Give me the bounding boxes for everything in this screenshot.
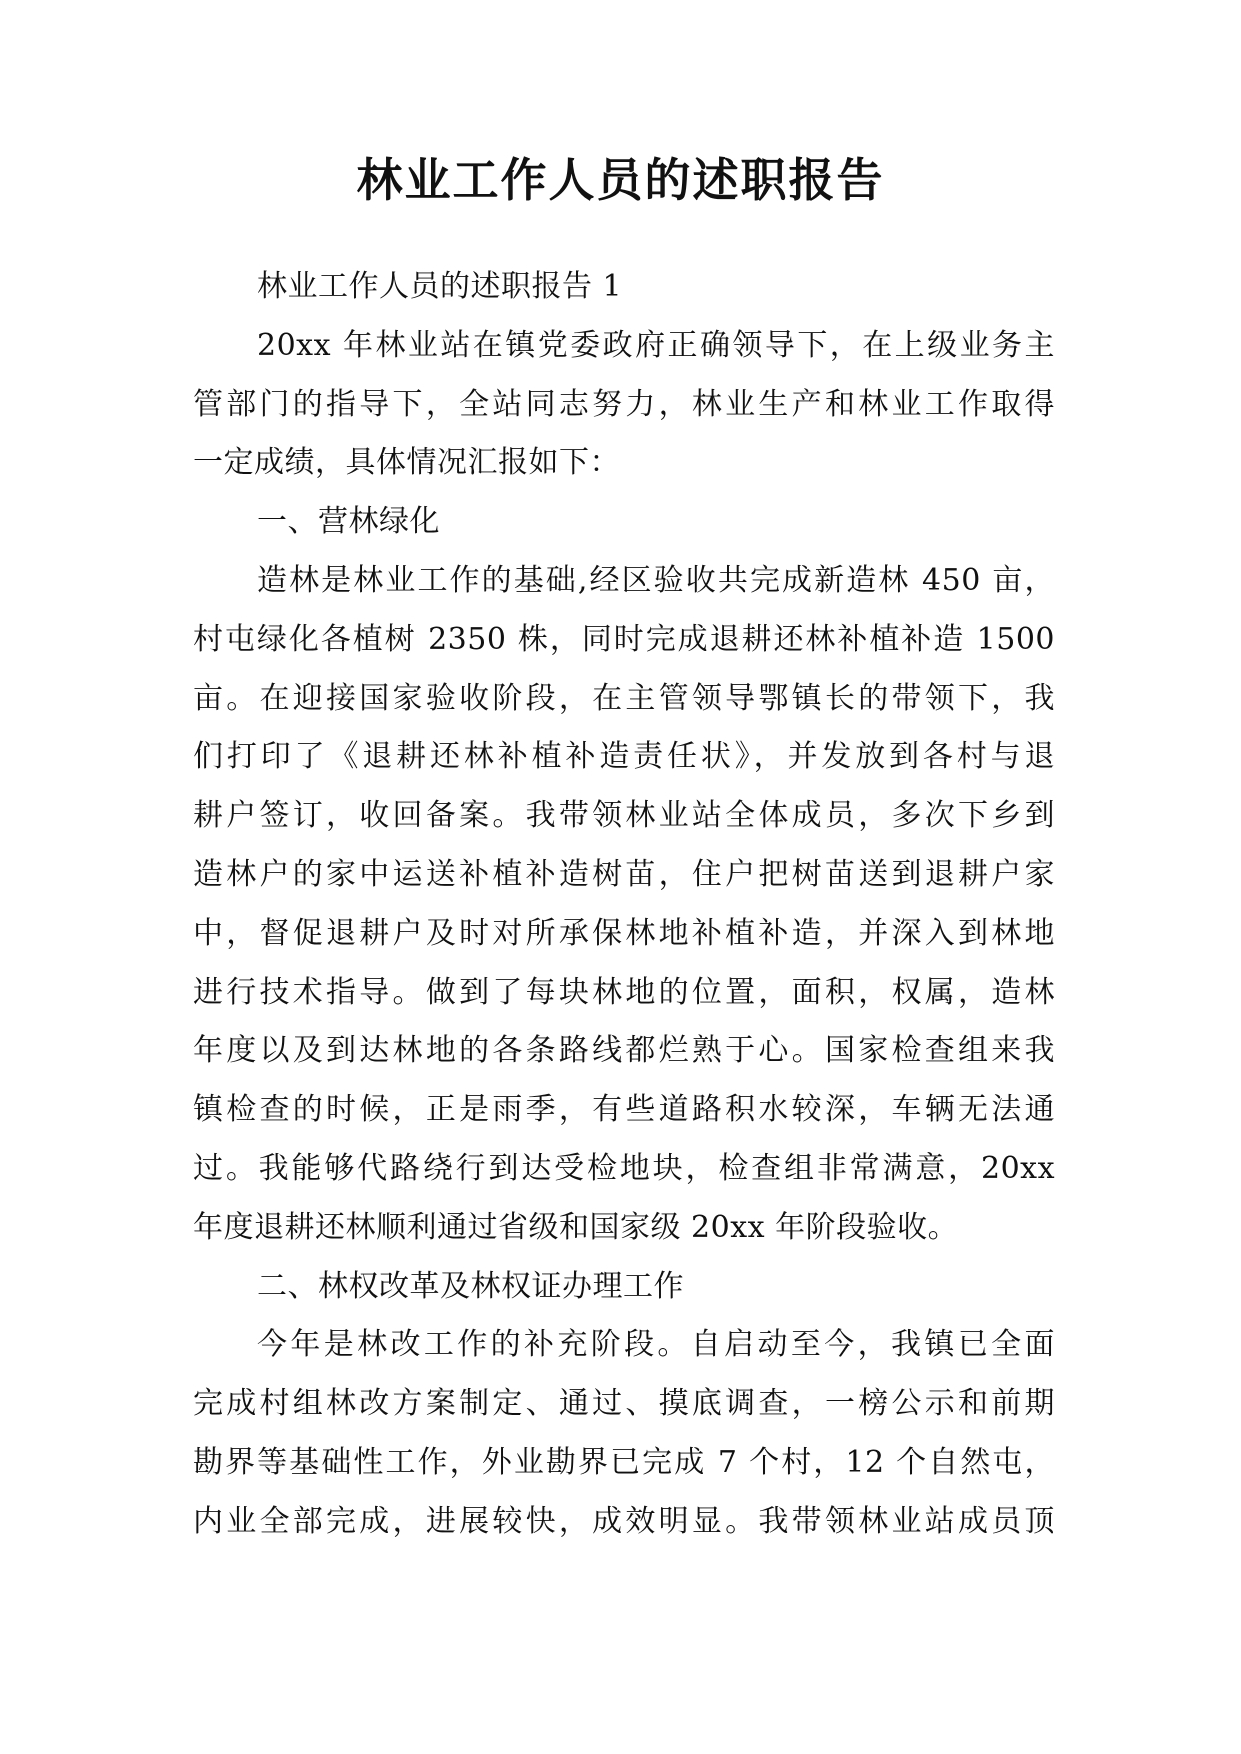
text-line: 20xx 年林业站在镇党委政府正确领导下，在上级业务主 [257,327,1055,363]
text-line: 造林户的家中运送补植补造树苗，住户把树苗送到退耕户家 [193,856,1055,892]
text-line: 年度以及到达林地的各条路线都烂熟于心。国家检查组来我 [193,1033,1055,1069]
text-line: 造林是林业工作的基础,经区验收共完成新造林 450 亩， [257,562,1055,598]
text-line: 内业全部完成，进展较快，成效明显。我带领林业站成员顶 [193,1503,1055,1539]
text-line: 林业工作人员的述职报告 1 [257,269,623,304]
text-line: 一、营林绿化 [257,504,440,540]
text-line: 管部门的指导下，全站同志努力，林业生产和林业工作取得 [193,386,1055,422]
text-line: 耕户签订，收回备案。我带领林业站全体成员，多次下乡到 [193,798,1055,834]
text-line: 村屯绿化各植树 2350 株，同时完成退耕还林补植补造 1500 [193,621,1055,657]
text-line: 年度退耕还林顺利通过省级和国家级 20xx 年阶段验收。 [193,1209,959,1245]
text-line: 进行技术指导。做到了每块林地的位置，面积，权属，造林 [193,974,1055,1010]
text-line: 们打印了《退耕还林补植补造责任状》，并发放到各村与退 [193,739,1055,775]
text-line: 今年是林改工作的补充阶段。自启动至今，我镇已全面 [257,1327,1055,1363]
document-body [193,258,1055,1552]
document-title: 林业工作人员的述职报告 [356,153,885,207]
text-line: 二、林权改革及林权证办理工作 [257,1268,684,1304]
text-line: 勘界等基础性工作，外业勘界已完成 7 个村，12 个自然屯， [193,1444,1055,1480]
text-line: 一定成绩，具体情况汇报如下： [193,445,620,481]
text-line: 完成村组林改方案制定、通过、摸底调查，一榜公示和前期 [193,1386,1055,1422]
text-line: 中，督促退耕户及时对所承保林地补植补造，并深入到林地 [193,915,1055,951]
text-line: 亩。在迎接国家验收阶段，在主管领导鄂镇长的带领下，我 [193,680,1055,716]
text-line: 镇检查的时候，正是雨季，有些道路积水较深，车辆无法通 [193,1092,1055,1128]
text-line: 过。我能够代路绕行到达受检地块，检查组非常满意，20xx [193,1150,1055,1186]
